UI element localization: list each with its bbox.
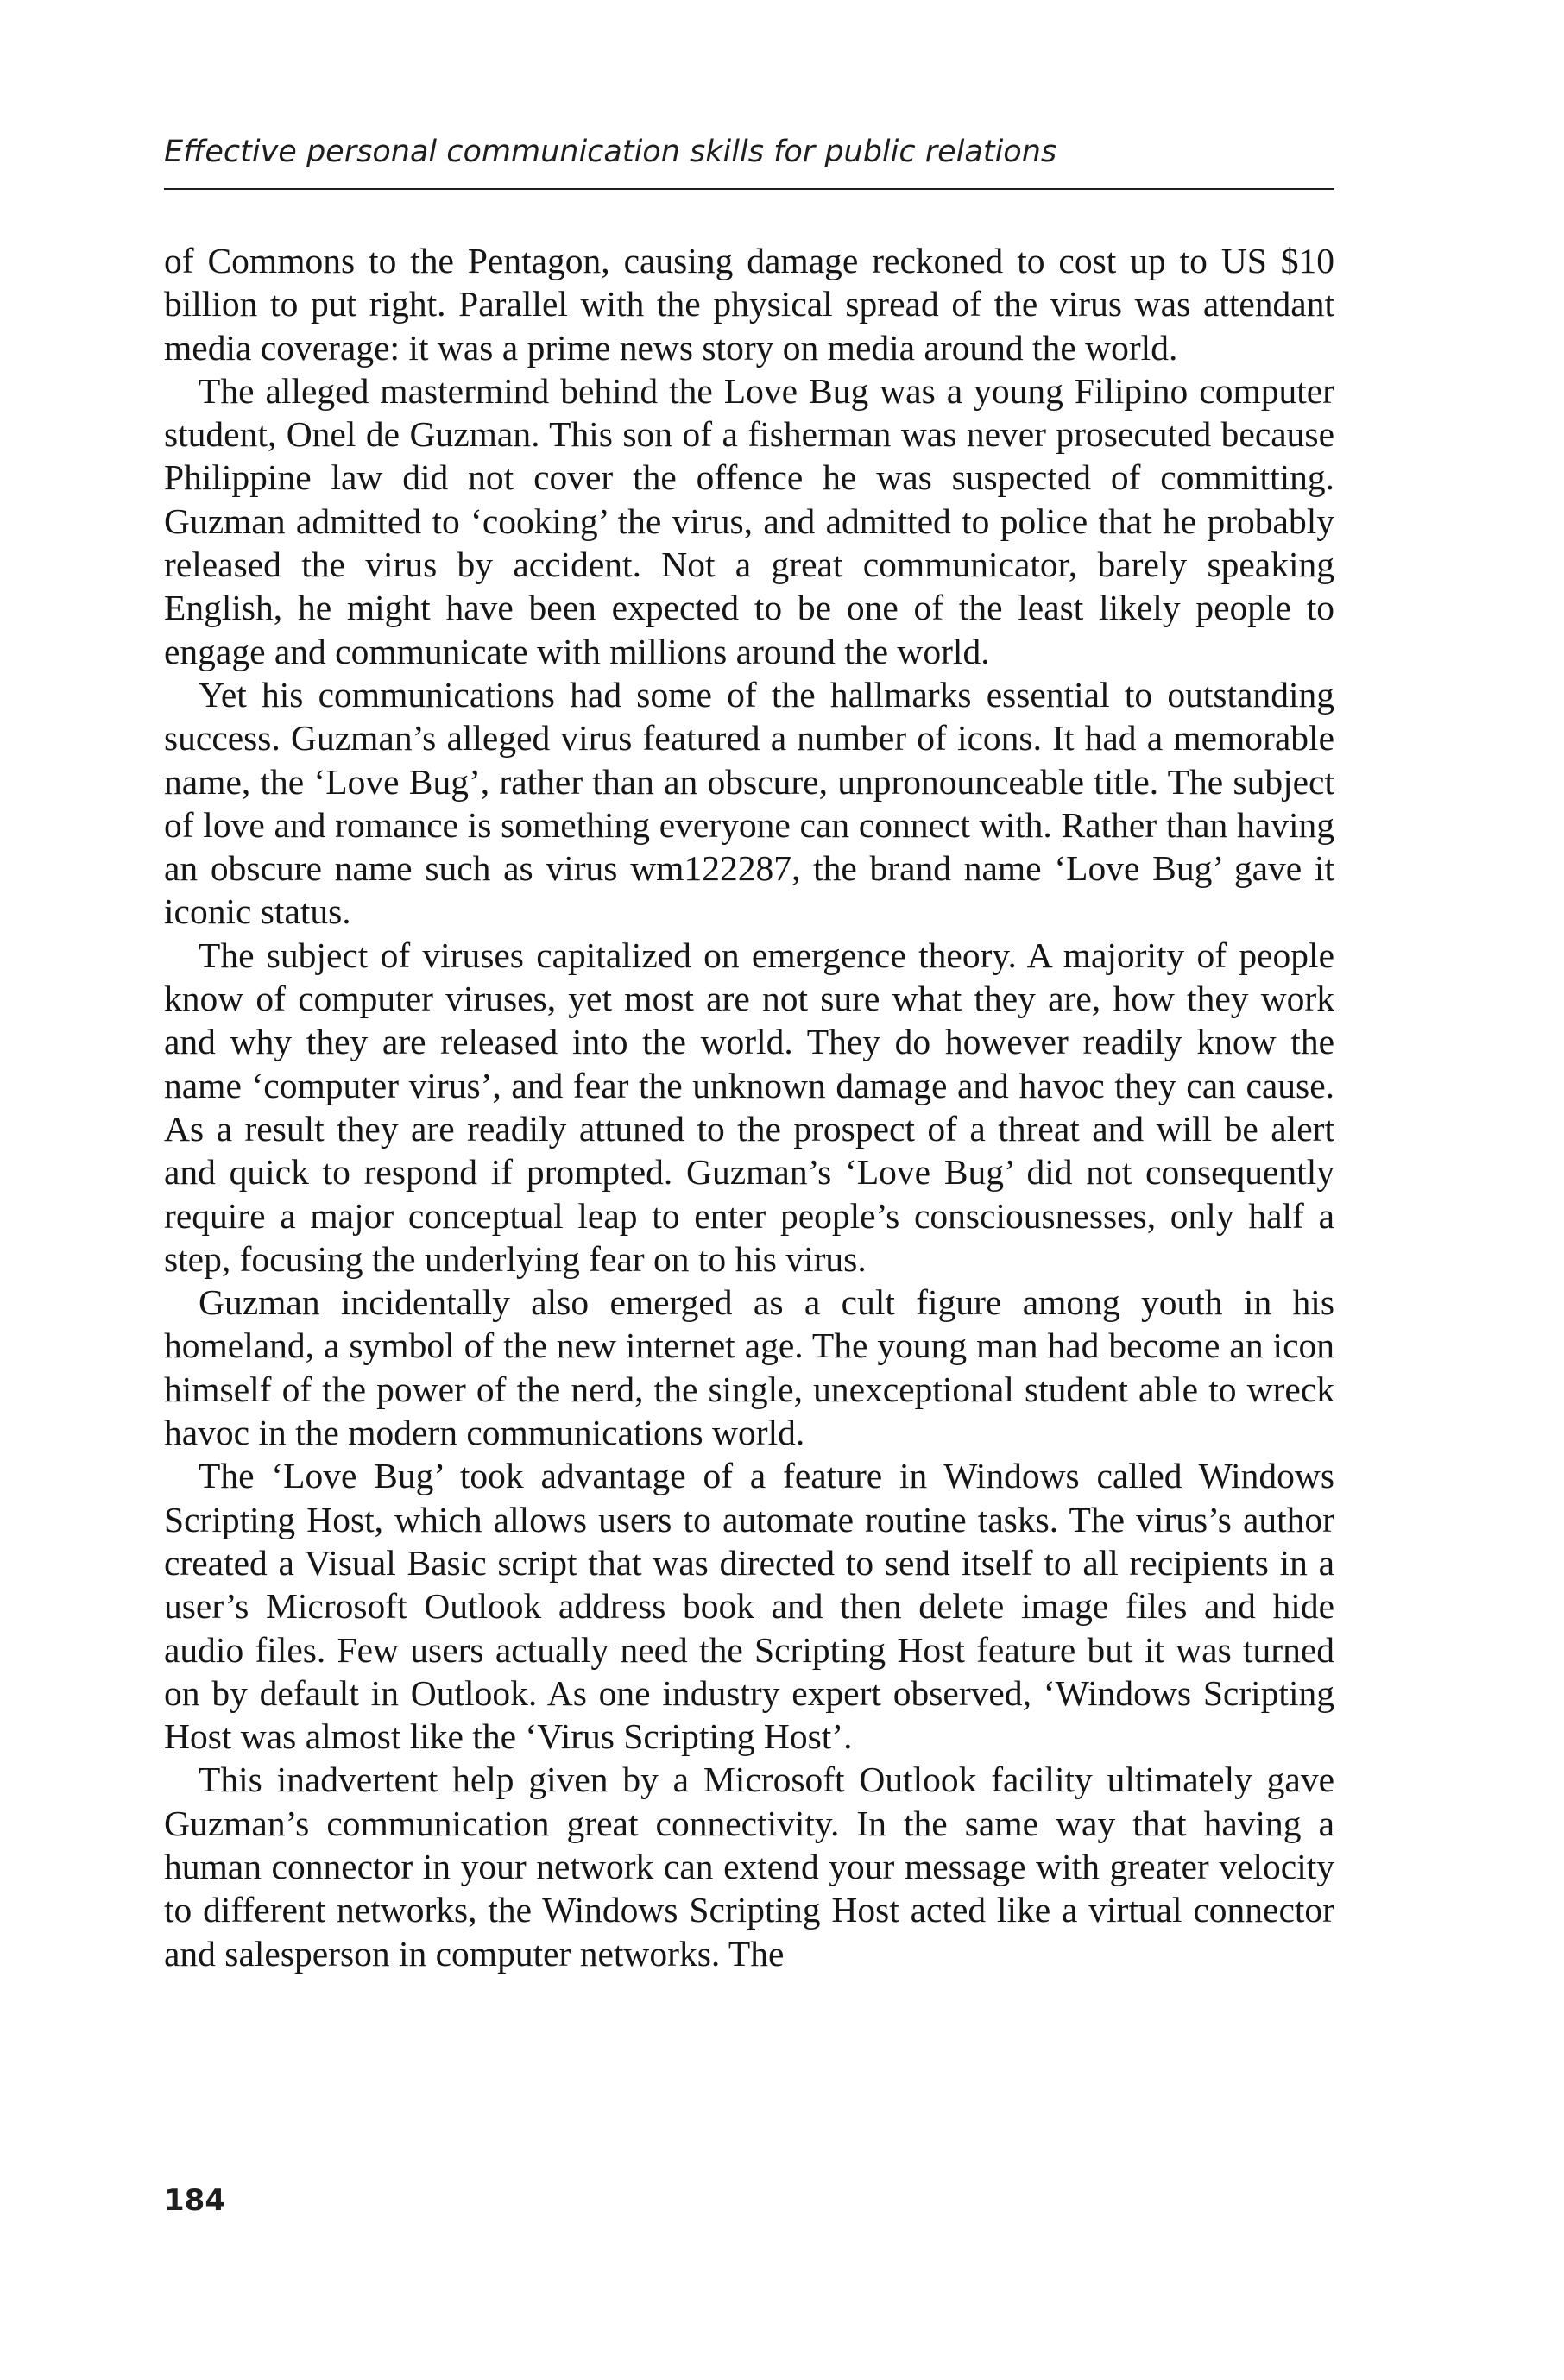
paragraph: of Commons to the Pentagon, causing damage reckoned to cost up to US $10 billion to put right. Parallel with the physical spread of the virus was attendant media coverage: it was a prime news story on media around the world.	[164, 241, 1334, 368]
running-head: Effective personal communication skills for public relations	[164, 135, 1057, 169]
paragraph: The ‘Love Bug’ took advantage of a feature in Windows called Windows Scripting Host, which allows users to automate routine tasks. The virus’s author created a Visual Basic script that was directed to send itself to all recipients in a user’s Microsoft Outlook address book and then delete image files and hide audio files. Few users actually need the Scripting Host feature but it was turned on by default in Outlook. As one industry expert observed, ‘Windows Scripting Host was almost like the ‘Virus Scripting Host’.	[164, 1456, 1334, 1757]
paragraph: This inadvertent help given by a Microsoft Outlook facility ultimately gave Guzman’s communication great connectivity. In the same way that having a human connector in your network can extend your message with greater velocity to different networks, the Windows Scripting Host acted like a virtual connector and salesperson in computer networks. The	[164, 1760, 1334, 1974]
page-number: 184	[164, 2183, 225, 2218]
header-rule	[164, 188, 1334, 190]
paragraph: Yet his communications had some of the hallmarks essential to outstanding success. Guzman’s alleged virus featured a number of icons. It had a memorable name, the ‘Love Bug’, rather than an obscure, unpronounceable title. The subject of love and romance is something everyone can connect with. Rather than having an obscure name such as virus wm122287, the brand name ‘Love Bug’ gave it iconic status.	[164, 674, 1334, 932]
paragraph: The alleged mastermind behind the Love Bug was a young Filipino computer student, Onel de Guzman. This son of a fisherman was never prosecuted because Philippine law did not cover the offence he was suspected of committing. Guzman admitted to ‘cooking’ the virus, and admitted to police that he probably released the virus by accident. Not a great communicator, barely speaking English, he might have been expected to be one of the least likely people to engage and communicate with millions around the world.	[164, 370, 1334, 671]
paragraph: Guzman incidentally also emerged as a cult figure among youth in his homeland, a symbol of the new internet age. The young man had become an icon himself of the power of the nerd, the single, unexceptional student able to wreck havoc in the modern communications world.	[164, 1282, 1334, 1453]
paragraph: The subject of viruses capitalized on emergence theory. A majority of people know of computer viruses, yet most are not sure what they are, how they work and why they are released into the world. They do however readily know the name ‘computer virus’, and fear the unknown damage and havoc they can cause. As a result they are readily attuned to the prospect of a threat and will be alert and quick to respond if prompted. Guzman’s ‘Love Bug’ did not consequently require a major conceptual leap to enter people’s consciousnesses, only half a step, focusing the underlying fear on to his virus.	[164, 935, 1334, 1279]
body-text	[164, 239, 1334, 1975]
